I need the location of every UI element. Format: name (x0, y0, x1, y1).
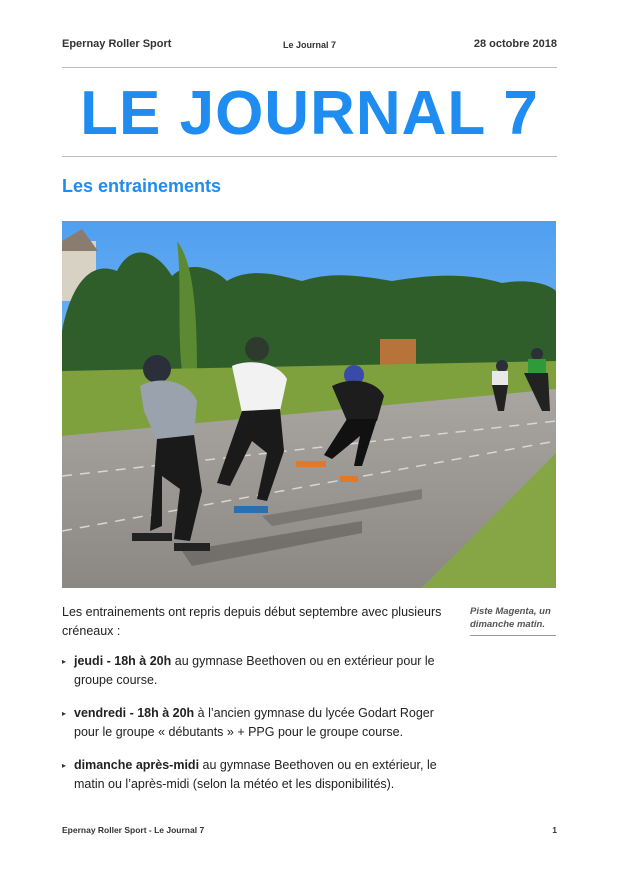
bullet-icon: ▸ (62, 709, 67, 718)
schedule-slot: jeudi - 18h à 20h (74, 654, 172, 668)
bullet-icon: ▸ (62, 761, 67, 770)
page-number: 1 (552, 825, 557, 835)
footer-text: Epernay Roller Sport - Le Journal 7 (62, 825, 205, 835)
list-item (62, 652, 457, 690)
section-heading: Les entrainements (62, 176, 222, 196)
header-date: 28 octobre 2018 (473, 38, 557, 50)
schedule-detail: à l’ancien gymnase du lycée Godart Roger pour le groupe « débutants » + PPG pour le groupe course. (74, 706, 434, 739)
schedule-slot: vendredi - 18h à 20h (74, 706, 195, 720)
photo-caption: Piste Magenta, un dimanche matin. (470, 606, 551, 630)
schedule-list (62, 652, 457, 808)
top-divider (62, 67, 557, 68)
title-divider (62, 156, 557, 157)
intro-paragraph: Les entrainements ont repris depuis début septembre avec plusieurs créneaux : (62, 605, 442, 638)
header-journal-name: Le Journal 7 (282, 40, 336, 50)
schedule-detail: au gymnase Beethoven ou en extérieur, le matin ou l’après-midi (selon la météo et les disponibilités). (74, 758, 437, 791)
caption-divider (470, 635, 556, 636)
bullet-icon: ▸ (62, 657, 67, 666)
training-photo (62, 221, 556, 588)
schedule-slot: dimanche après-midi (74, 758, 200, 772)
list-item (62, 704, 457, 742)
header-club-name: Epernay Roller Sport (62, 38, 172, 50)
list-item (62, 756, 457, 794)
schedule-detail: au gymnase Beethoven ou en extérieur pour le groupe course. (74, 654, 435, 687)
page-title: LE JOURNAL 7 (80, 79, 539, 148)
